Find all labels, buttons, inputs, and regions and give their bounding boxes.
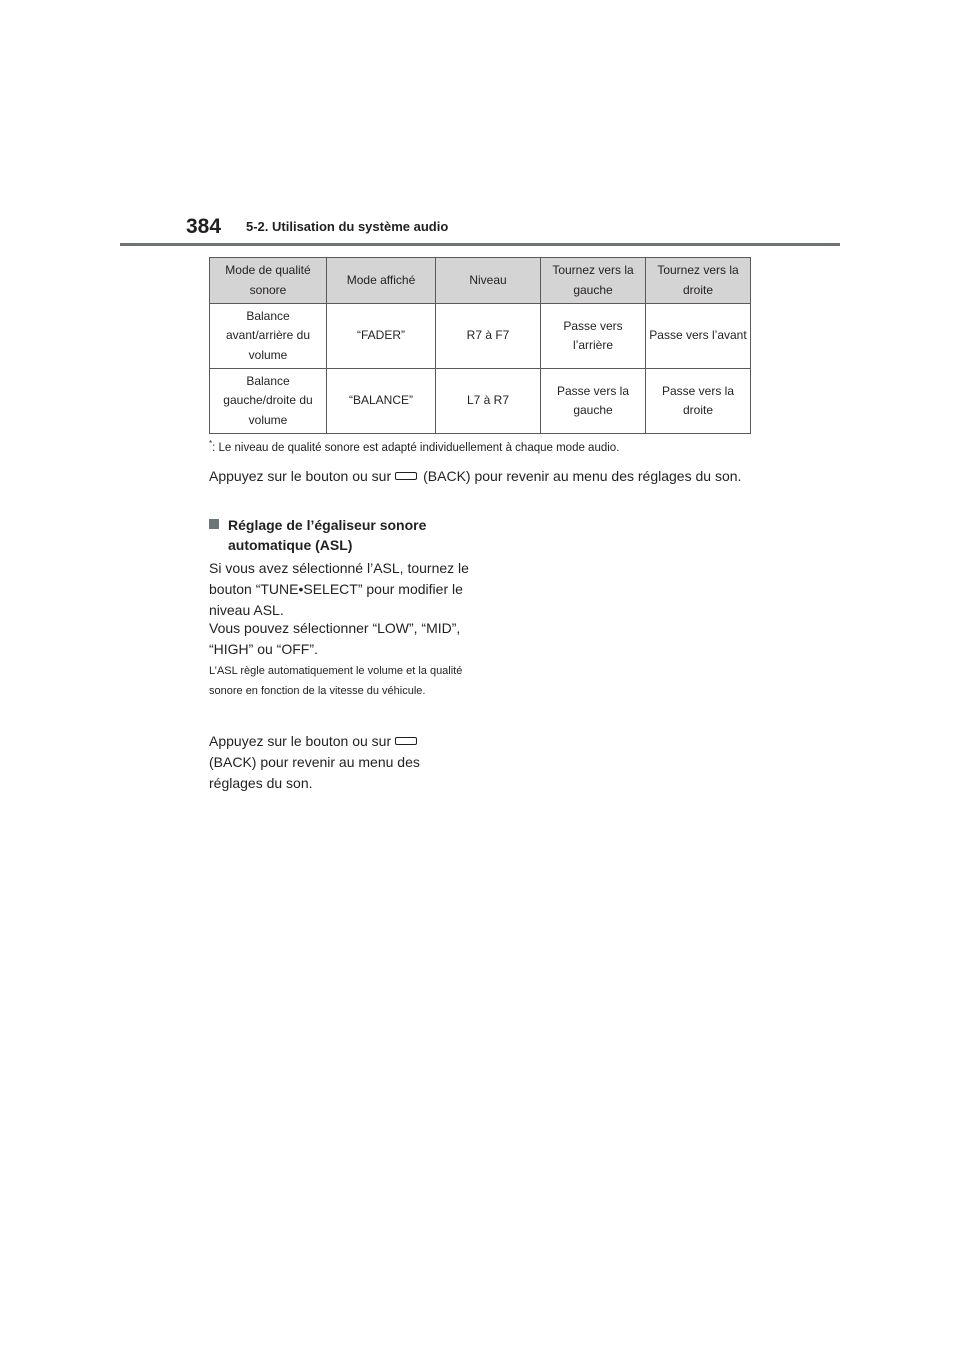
asl-note: L’ASL règle automatiquement le volume et la qualité sonore en fonction de la vitesse du véhicule. [209,665,463,697]
footnote-marker: * [209,439,213,448]
back-instruction-paragraph [209,731,469,794]
instruction-text: Appuyez sur le bouton ou sur [209,733,392,749]
table-cell: Passe vers la gauche [541,369,646,434]
table-cell: “FADER” [327,304,436,369]
back-instruction-paragraph [209,466,754,487]
instruction-text: Appuyez sur le bouton ou sur [209,468,392,484]
table-cell: Passe vers l’arrière [541,304,646,369]
section-title: 5-2. Utilisation du système audio [246,219,449,234]
table-cell: Passe vers l’avant [646,304,751,369]
back-button-icon [395,472,417,480]
square-bullet-icon [209,519,219,529]
col-header-left: Tournez vers la gauche [541,258,646,304]
table-header-row [210,258,751,304]
table-cell: R7 à F7 [436,304,541,369]
col-header-right: Tournez vers la droite [646,258,751,304]
asl-options-paragraph: Vous pouvez sélectionner “LOW”, “MID”, “HIGH” ou “OFF”. [209,620,461,657]
back-button-icon [395,737,417,745]
table-cell: Passe vers la droite [646,369,751,434]
table-footnote [209,436,769,456]
table-cell: L7 à R7 [436,369,541,434]
page-number: 384 [186,215,222,238]
table-cell: Balance gauche/droite du volume [210,369,327,434]
table-cell: Balance avant/arrière du volume [210,304,327,369]
table-row [210,304,751,369]
instruction-text: (BACK) pour revenir au menu des réglages du son. [423,468,742,484]
asl-section-heading [209,515,469,555]
col-header-mode: Mode de qualité sonore [210,258,327,304]
col-header-level: Niveau [436,258,541,304]
instruction-text: (BACK) pour revenir au menu des réglages du son. [209,754,420,791]
col-header-display: Mode affiché [327,258,436,304]
table-cell: “BALANCE” [327,369,436,434]
footnote-text: : Le niveau de qualité sonore est adapté individuellement à chaque mode audio. [212,442,620,454]
asl-paragraph: Si vous avez sélectionné l’ASL, tournez le bouton “TUNE•SELECT” pour modifier le niveau ASL. [209,560,469,618]
heading-text: Réglage de l’égaliseur sonore automatique (ASL) [228,517,427,553]
table-row [210,369,751,434]
header-rule [120,243,840,246]
sound-settings-table [209,257,751,434]
